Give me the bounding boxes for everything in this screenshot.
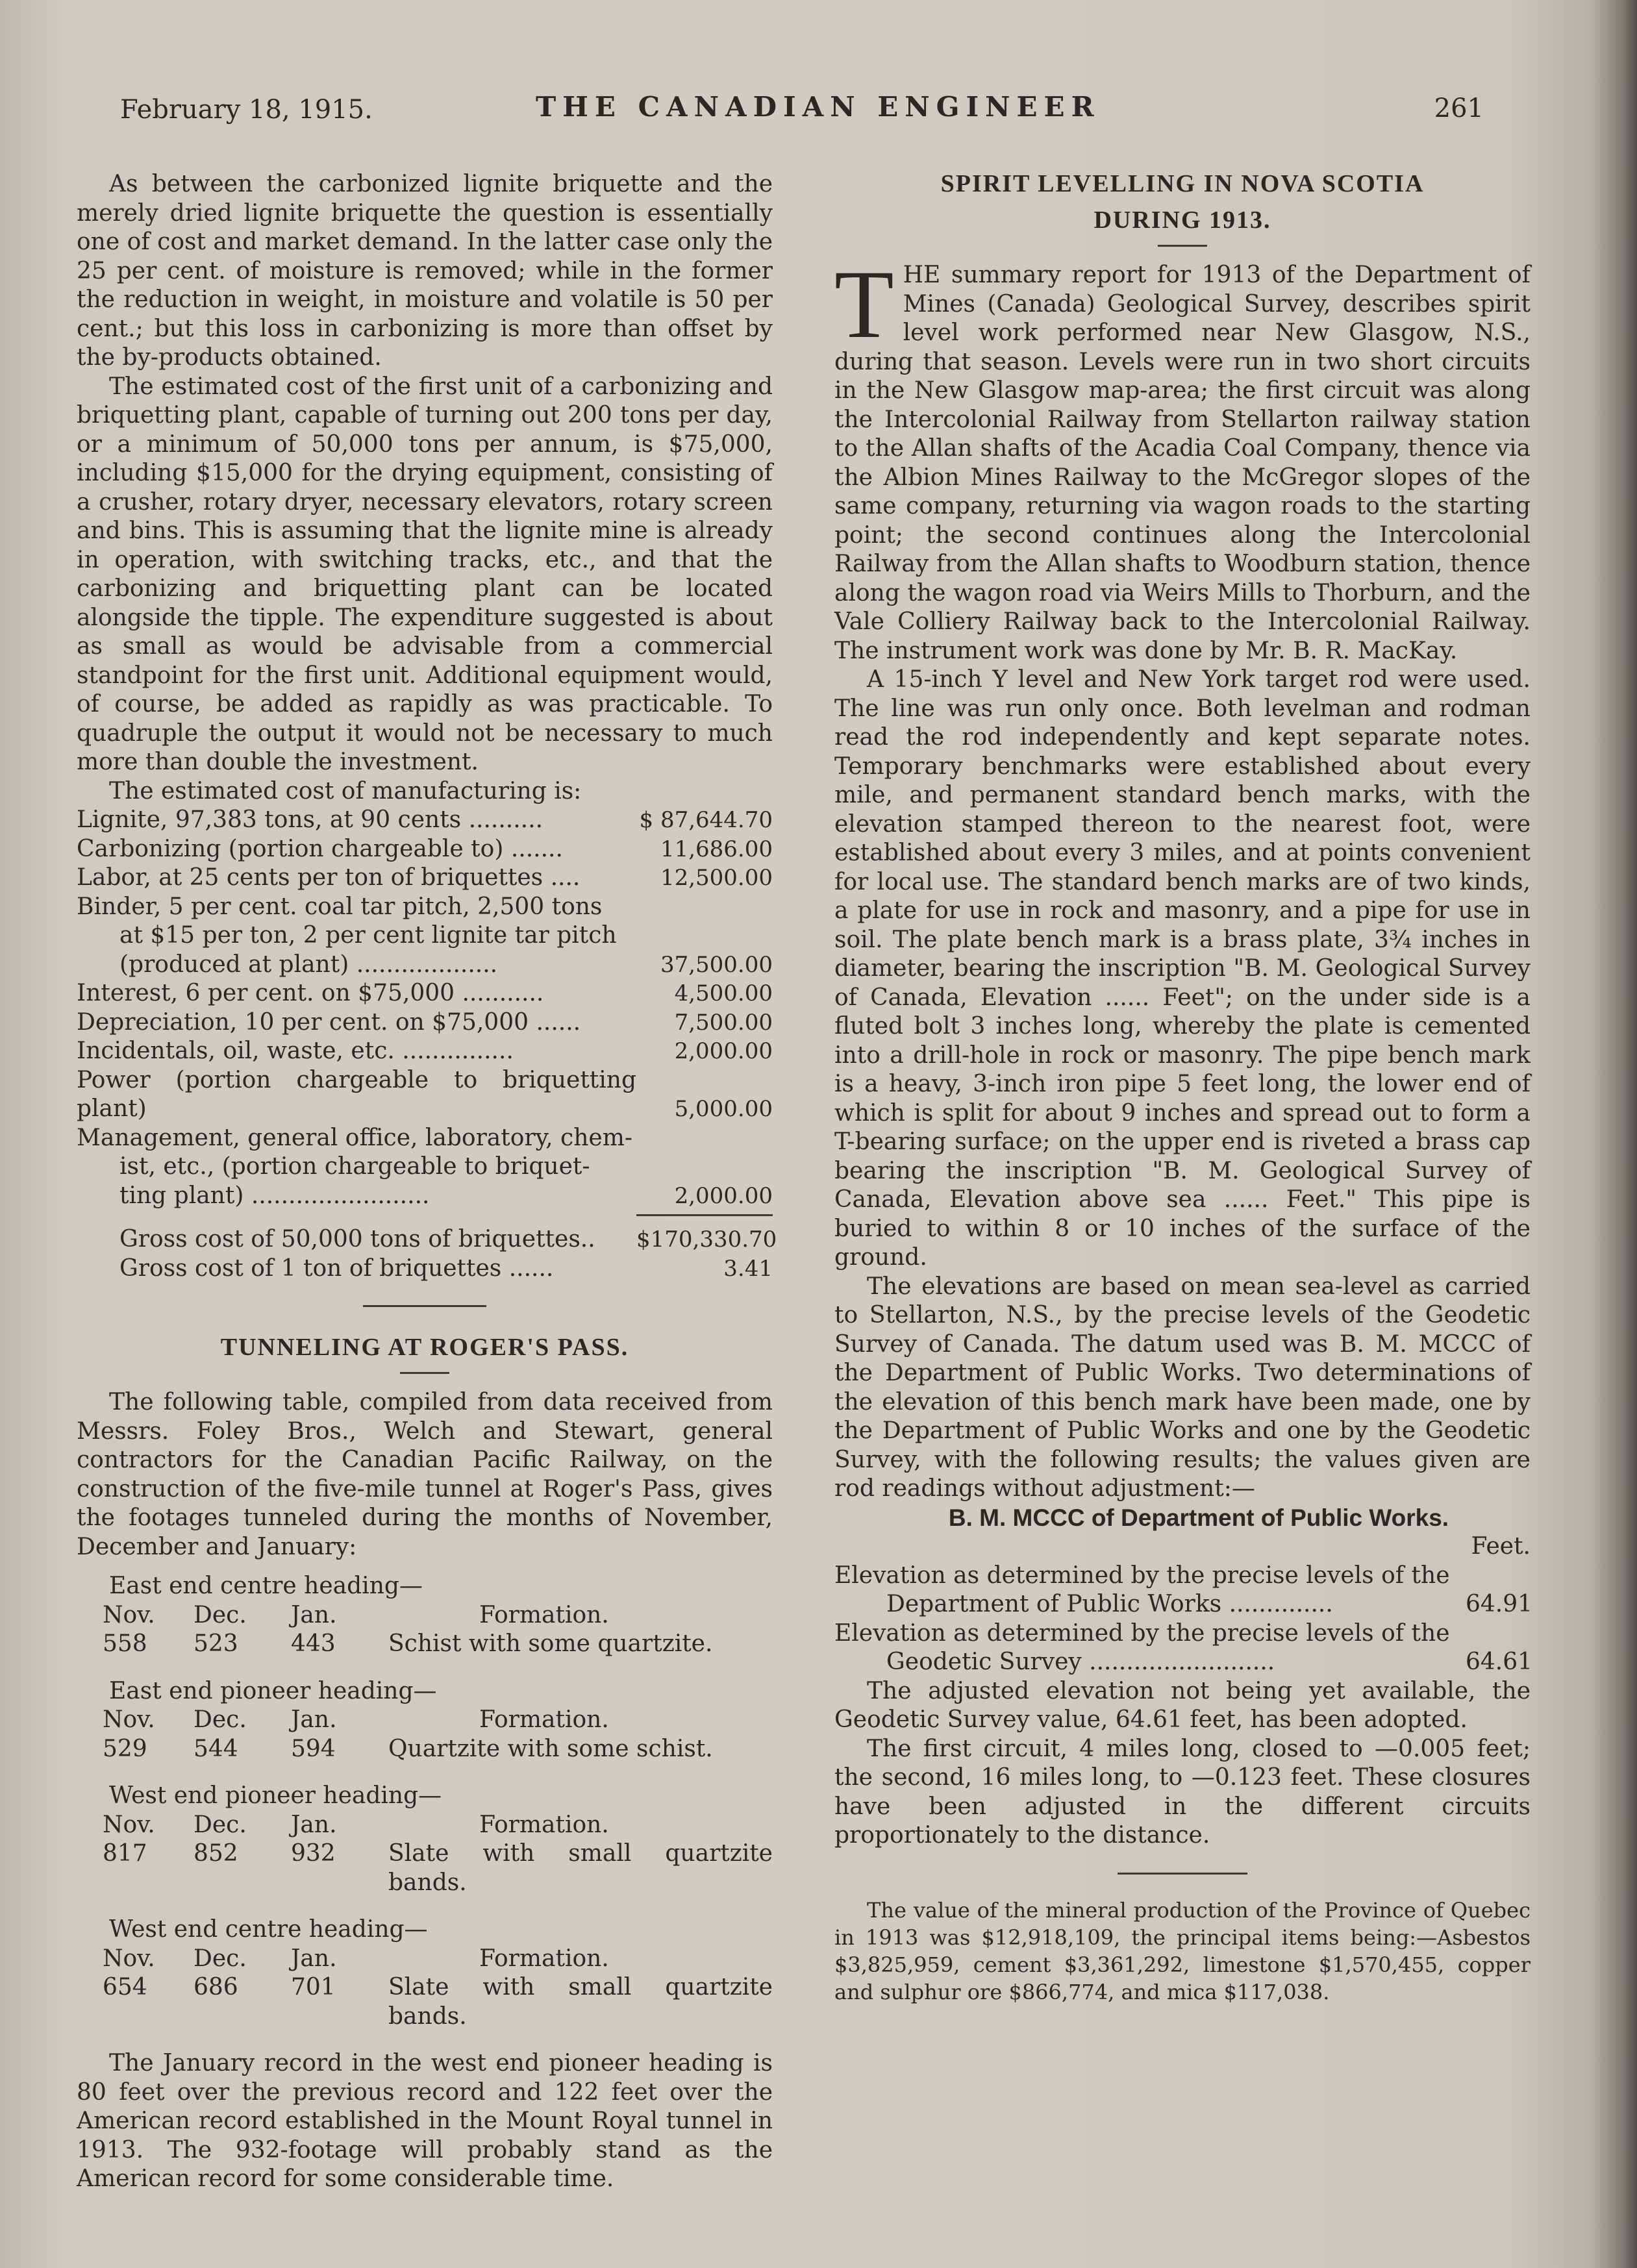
title-rule — [1158, 245, 1207, 247]
heading-block — [77, 1782, 773, 1897]
col-dec: Dec. — [194, 1706, 247, 1733]
cost-row: Management, general office, laboratory, chem- — [77, 1124, 633, 1151]
dec-value: 852 — [194, 1840, 238, 1867]
levelling-paragraph-2: A 15-inch Y level and New York target rod were used. The line was run only once. Both levelman and rodman read the rod independently and kept separate notes. Temporary benchmarks were established about every mile, and permanent standard bench marks, with the elevation stamped thereon to the nearest foot, were established about every 3 miles, and at points convenient for local use. The standard bench marks are of two kinds, a plate for use in rock and masonry, and a pipe for use in soil. The plate bench mark is a brass plate, 3¾ inches in diameter, bearing the inscription "B. M. Geological Survey of Canada, Elevation ...... Feet"; on the under side is a fluted bolt 3 inches long, whereby the plate is cemented into a drill-hole in rock or masonry. The pipe bench mark is a heavy, 3-inch iron pipe 5 feet long, the lower end of which is split for about 9 inches and spread out to form a T-bearing surface; on the upper end is riveted a brass cap bearing the inscription "B. M. Geological Survey of Canada, Elevation above sea ...... Feet." This pipe is buried to within 8 or 10 inches of the surface of the ground. — [834, 666, 1531, 1271]
left-column — [77, 170, 777, 2194]
quebec-mineral-note: The value of the mineral production of the Province of Quebec in 1913 was $12,918,109, the principal items being:—Asbestos $3,825,959, cement $3,361,292, limestone $1,570,455, copper and sulphur ore $866,774, and mica $117,038. — [834, 1897, 1531, 2004]
col-formation: Formation. — [479, 1945, 609, 1972]
bm-row-source: Geodetic Survey ......................... — [886, 1649, 1275, 1675]
drop-cap: T — [834, 251, 894, 358]
formation-value: Slate with small quartzite bands. — [388, 1974, 773, 2030]
cost-row: Lignite, 97,383 tons, at 90 cents .......... $ 87,644.70 — [77, 806, 773, 833]
dec-value: 686 — [194, 1974, 238, 2000]
cost-row: (produced at plant) ................... 37,500.00 — [119, 951, 773, 978]
heading-name: West end pioneer heading— — [109, 1782, 442, 1809]
bm-row-value: 64.61 — [1466, 1649, 1533, 1675]
bm-row — [834, 1590, 1531, 1619]
cost-ledger — [77, 806, 777, 1283]
col-nov: Nov. — [103, 1811, 155, 1838]
col-jan: Jan. — [291, 1945, 337, 1972]
tunnel-closing: The January record in the west end pioneer heading is 80 feet over the previous record and 122 feet over the American record established in the Mount Royal tunnel in 1913. The 932-footage will probably stand as the American record for some considerable time. — [77, 2050, 773, 2192]
feet-column-label: Feet. — [1471, 1533, 1531, 1560]
title-rule — [400, 1372, 449, 1374]
cost-row: Carbonizing (portion chargeable to) ....... 11,686.00 — [77, 835, 773, 862]
levelling-title-line-2: DURING 1913. — [1093, 206, 1271, 234]
col-formation: Formation. — [479, 1601, 609, 1628]
cost-row: at $15 per ton, 2 per cent lignite tar pitch — [119, 922, 617, 949]
jan-value: 594 — [291, 1735, 336, 1762]
heading-block — [77, 1677, 773, 1764]
cost-row: Binder, 5 per cent. coal tar pitch, 2,500 tons — [77, 893, 603, 920]
levelling-paragraph-4: The adjusted elevation not being yet available, the Geodetic Survey value, 64.61 feet, has been adopted. — [834, 1677, 1531, 1733]
col-jan: Jan. — [291, 1706, 337, 1733]
page-number: 261 — [1434, 93, 1484, 123]
levelling-paragraph-1: THE summary report for 1913 of the Department of Mines (Canada) Geological Survey, describes spirit level work performed near New Glasgow, N.S., during that season. Levels were run in two short circuits in the New Glasgow map-area; the first circuit was along the Intercolonial Railway from Stellarton railway station to the Allan shafts of the Acadia Coal Company, thence via the Albion Mines Railway to the McGregor slopes of the same company, returning via wagon roads to the starting point; the second continues along the Intercolonial Railway from the Allan shafts to Woodburn station, thence along the wagon road via Weirs Mills to Thorburn, and the Vale Colliery Railway back to the Intercolonial Railway. The instrument work was done by Mr. B. R. MacKay. — [834, 251, 1531, 664]
heading-table — [77, 1572, 773, 2031]
dec-value: 544 — [194, 1735, 238, 1762]
bench-mark-subheading: B. M. MCCC of Department of Public Works. — [948, 1504, 1449, 1531]
formation-value: Slate with small quartzite bands. — [388, 1840, 773, 1896]
gross-row: Gross cost of 50,000 tons of briquettes.. $170,330.70 — [119, 1226, 777, 1252]
jan-value: 932 — [291, 1840, 336, 1867]
nov-value: 654 — [103, 1974, 147, 2000]
heading-name: East end centre heading— — [109, 1573, 423, 1599]
tunnel-article-title: TUNNELING AT ROGER'S PASS. — [220, 1334, 629, 1361]
col-dec: Dec. — [194, 1945, 247, 1972]
cost-row: Labor, at 25 cents per ton of briquettes .... 12,500.00 — [77, 864, 773, 891]
heading-block — [77, 1572, 773, 1659]
cost-row: Depreciation, 10 per cent. on $75,000 ...... 7,500.00 — [77, 1008, 773, 1036]
levelling-paragraph-3: The elevations are based on mean sea-level as carried to Stellarton, N.S., by the precise levels of the Geodetic Survey of Canada. The datum used was B. M. MCCC of the Department of Public Works. Two determinations of the elevation of this bench mark have been made, one by the Department of Public Works and one by the Geodetic Survey, with the following results; the values given are rod readings without adjustment:— — [834, 1273, 1531, 1502]
dec-value: 523 — [194, 1630, 238, 1657]
levelling-title-line-1: SPIRIT LEVELLING IN NOVA SCOTIA — [940, 170, 1425, 197]
col-formation: Formation. — [479, 1706, 609, 1733]
bm-row-value: 64.91 — [1466, 1591, 1533, 1617]
col-nov: Nov. — [103, 1945, 155, 1972]
bm-row-line: Elevation as determined by the precise levels of the — [834, 1562, 1450, 1589]
cost-row: Interest, 6 per cent. on $75,000 ........... 4,500.00 — [77, 980, 773, 1006]
bm-row — [834, 1648, 1531, 1677]
section-divider — [363, 1305, 486, 1307]
right-column — [834, 166, 1531, 2006]
journal-title: THE CANADIAN ENGINEER — [536, 91, 1101, 123]
formation-value: Quartzite with some schist. — [388, 1735, 713, 1762]
bm-row-source: Department of Public Works .............. — [886, 1591, 1333, 1617]
section-divider — [1118, 1873, 1247, 1875]
cost-row: Power (portion chargeable to briquetting plant) 5,000.00 — [77, 1066, 773, 1122]
jan-value: 701 — [291, 1974, 336, 2000]
total-rule — [636, 1214, 773, 1216]
col-dec: Dec. — [194, 1601, 247, 1628]
heading-block — [77, 1915, 773, 2031]
nov-value: 817 — [103, 1840, 147, 1867]
cost-row: Incidentals, oil, waste, etc. ............... 2,000.00 — [77, 1038, 773, 1064]
cost-intro: The estimated cost of manufacturing is: — [109, 777, 582, 804]
col-nov: Nov. — [103, 1601, 155, 1628]
gross-row: Gross cost of 1 ton of briquettes ...... 3.41 — [119, 1254, 773, 1282]
cost-row: ist, etc., (portion chargeable to briquet- — [119, 1153, 590, 1180]
nov-value: 558 — [103, 1630, 147, 1657]
bm-row-line: Elevation as determined by the precise levels of the — [834, 1619, 1450, 1647]
col-formation: Formation. — [479, 1811, 609, 1838]
nov-value: 529 — [103, 1735, 147, 1762]
heading-name: East end pioneer heading— — [109, 1677, 437, 1704]
col-jan: Jan. — [291, 1601, 337, 1628]
col-nov: Nov. — [103, 1706, 155, 1733]
lignite-paragraph-2: The estimated cost of the first unit of a carbonizing and briquetting plant, capable of turning out 200 tons per day, or a minimum of 50,000 tons per annum, is $75,000, including $15,000 for the drying equipment, consisting of a crusher, rotary dryer, necessary elevators, rotary screen and bins. This is assuming that the lignite mine is already in operation, with switching tracks, etc., and that the carbonizing and briquetting plant can be located alongside the tipple. The expenditure suggested is about as small as would be advisable from a commercial standpoint for the first unit. Additional equipment would, of course, be added as rapidly as was practicable. To quadruple the output it would not be necessary to much more than double the investment. — [77, 373, 773, 775]
formation-value: Schist with some quartzite. — [388, 1630, 713, 1657]
heading-name: West end centre heading— — [109, 1916, 428, 1943]
bench-mark-table — [834, 1562, 1531, 1677]
book-spine-shadow — [1592, 0, 1637, 2268]
cost-row: ting plant) ........................ 2,000.00 — [119, 1182, 773, 1209]
lignite-paragraph-1: As between the carbonized lignite briquette and the merely dried lignite briquette the question is essentially one of cost and market demand. In the latter case only the 25 per cent. of moisture is removed; while in the former the reduction in weight, in moisture and volatile is 50 per cent.; but this loss in carbonizing is more than offset by the by-products obtained. — [77, 171, 773, 371]
tunnel-intro: The following table, compiled from data received from Messrs. Foley Bros., Welch and Stewart, general contractors for the Canadian Pacific Railway, on the construction of the five-mile tunnel at Roger's Pass, gives the footages tunneled during the months of November, December and January: — [77, 1389, 773, 1560]
levelling-paragraph-5: The first circuit, 4 miles long, closed to —0.005 feet; the second, 16 miles long, to —0.123 feet. These closures have been adjusted in the different circuits proportionately to the distance. — [834, 1735, 1531, 1849]
col-jan: Jan. — [291, 1811, 337, 1838]
page-header — [120, 91, 1484, 130]
issue-date: February 18, 1915. — [120, 95, 373, 125]
jan-value: 443 — [291, 1630, 336, 1657]
col-dec: Dec. — [194, 1811, 247, 1838]
